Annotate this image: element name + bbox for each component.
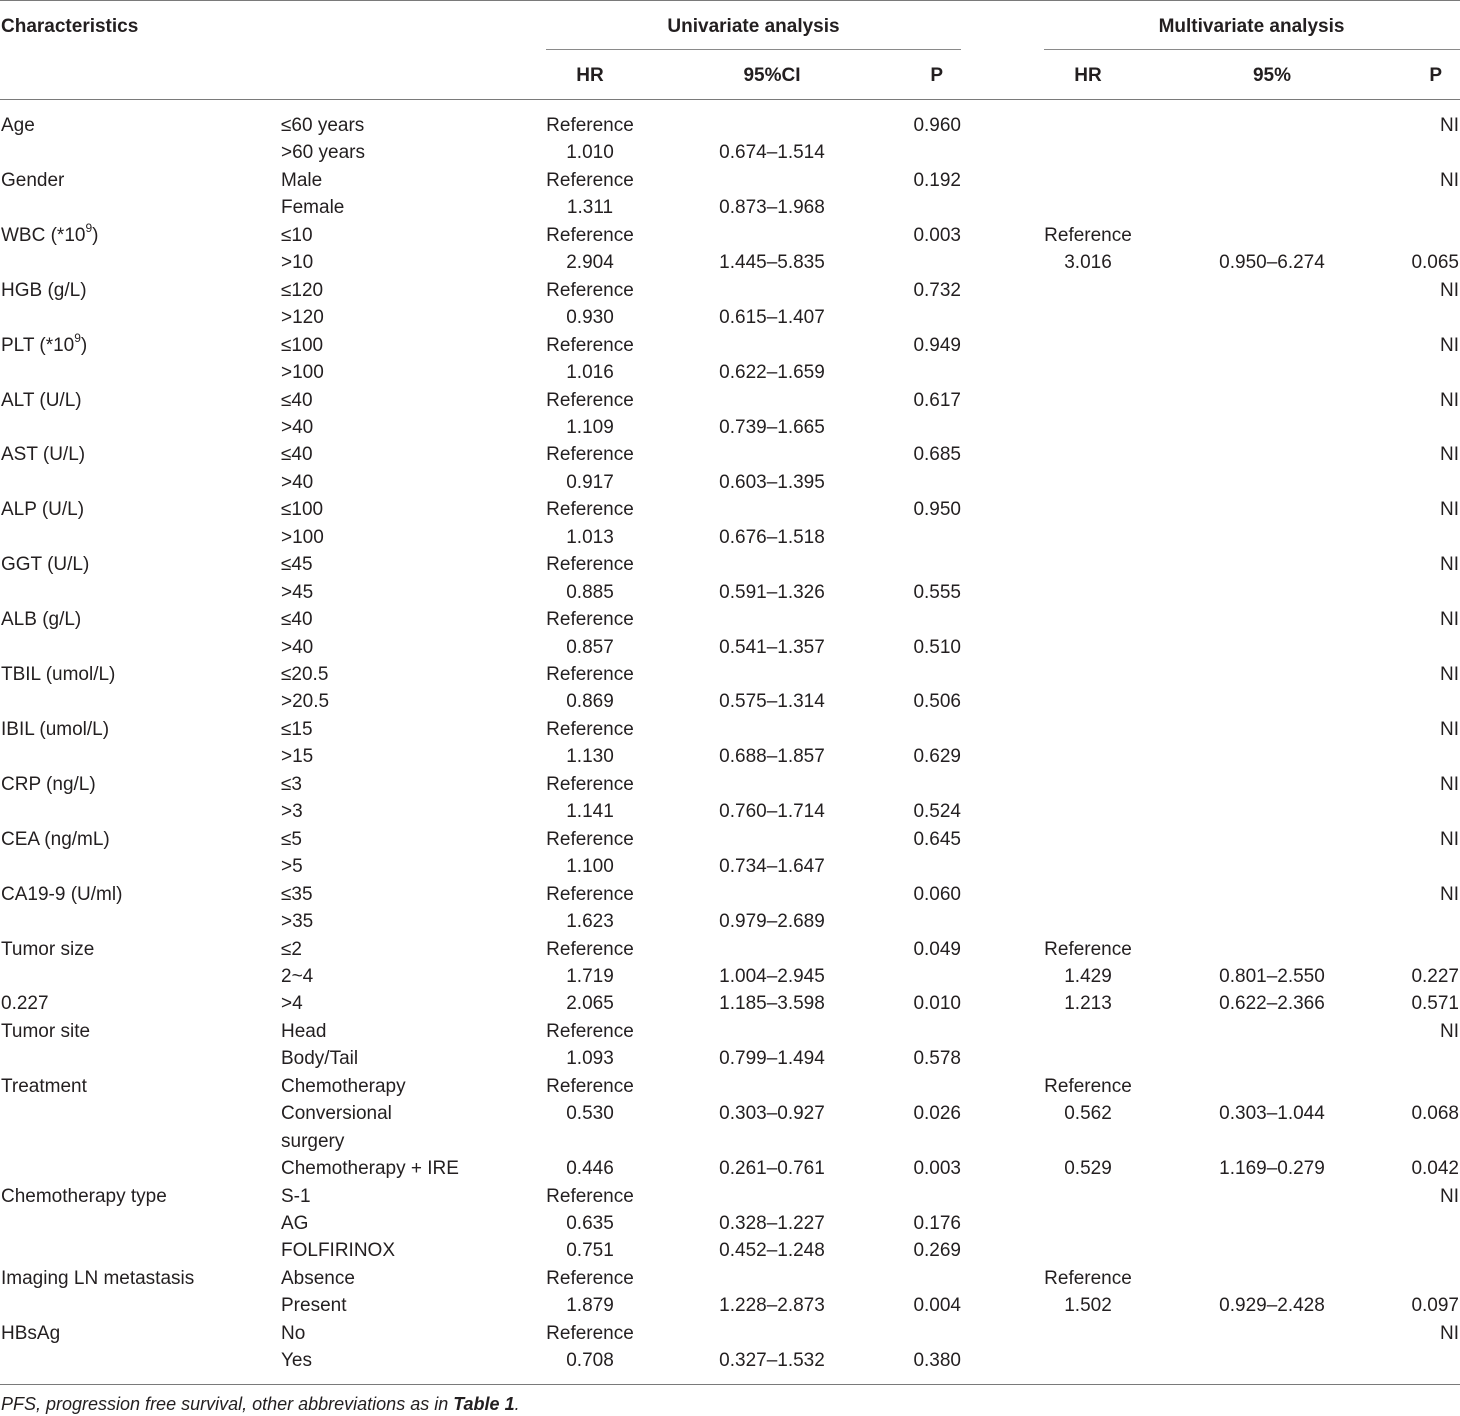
row-uni-ci: 0.261–0.761 — [719, 1158, 825, 1180]
row-uni-p: 0.960 — [913, 115, 961, 136]
row-multi-ci: 0.929–2.428 — [1219, 1295, 1325, 1317]
row-uni-hr: 1.100 — [566, 856, 614, 878]
row-multi-p: NI — [1440, 279, 1459, 301]
row-multi-p: 0.068 — [1411, 1103, 1459, 1125]
row-level: >40 — [281, 416, 314, 438]
row-multi-p: NI — [1440, 169, 1459, 191]
row-characteristic: Imaging LN metastasis — [1, 1267, 195, 1289]
row-multi-hr: Reference — [1044, 1267, 1132, 1289]
row-level: >100 — [281, 362, 324, 384]
row-multi-p: NI — [1440, 773, 1459, 795]
row-characteristic: Age — [1, 115, 35, 136]
header-multivariate: Multivariate analysis — [1158, 16, 1345, 37]
row-uni-hr: 1.141 — [566, 801, 614, 823]
row-characteristic: Tumor site — [1, 1020, 91, 1042]
row-uni-p: 0.380 — [913, 1350, 961, 1372]
row-characteristic: HBsAg — [1, 1322, 61, 1344]
table-row — [0, 688, 1460, 716]
row-characteristic: Tumor size — [1, 938, 95, 960]
row-level: Male — [281, 169, 323, 191]
row-multi-p: 0.571 — [1411, 993, 1459, 1015]
row-level: No — [281, 1322, 306, 1344]
row-multi-p: NI — [1440, 883, 1459, 905]
row-uni-ci: 0.739–1.665 — [719, 416, 825, 438]
row-level: ≤100 — [281, 499, 324, 521]
row-uni-p: 0.629 — [913, 746, 961, 768]
characteristic-suffix: ) — [80, 334, 88, 356]
row-characteristic: IBIL (umol/L) — [1, 718, 110, 740]
row-uni-hr: 1.311 — [566, 197, 614, 219]
row-level: >40 — [281, 471, 314, 493]
row-level: ≤20.5 — [281, 664, 329, 685]
row-uni-p: 0.555 — [913, 581, 961, 603]
row-multi-hr: Reference — [1044, 938, 1132, 960]
table-row — [0, 167, 1460, 195]
row-level: S-1 — [281, 1185, 311, 1207]
row-characteristic: HGB (g/L) — [1, 279, 87, 301]
row-multi-p: NI — [1440, 554, 1459, 576]
row-uni-ci: 1.185–3.598 — [719, 993, 825, 1015]
row-uni-hr: 1.093 — [566, 1048, 614, 1070]
row-level: Chemotherapy — [281, 1075, 406, 1097]
table-row — [0, 1292, 1460, 1320]
row-level: Female — [281, 197, 345, 219]
row-level: >15 — [281, 746, 314, 768]
row-level: ≤40 — [281, 444, 313, 466]
row-level: 2~4 — [281, 965, 314, 987]
row-uni-ci: 1.228–2.873 — [719, 1295, 825, 1317]
characteristic-suffix: ) — [92, 224, 99, 246]
row-uni-hr: 0.869 — [566, 691, 614, 713]
row-characteristic: ALB (g/L) — [1, 609, 82, 631]
row-level: Yes — [281, 1350, 312, 1372]
row-uni-hr: 0.885 — [566, 581, 614, 603]
row-characteristic: CEA (ng/mL) — [1, 828, 110, 850]
row-multi-ci: 0.303–1.044 — [1219, 1103, 1325, 1125]
header-characteristics: Characteristics — [1, 16, 139, 37]
row-level: ≤60 years — [281, 115, 365, 136]
row-uni-ci: 0.760–1.714 — [719, 801, 825, 823]
table-row — [0, 1100, 1460, 1128]
table-row — [0, 908, 1460, 936]
table-row — [0, 716, 1460, 744]
row-characteristic: ALT (U/L) — [1, 389, 82, 411]
header-uni-p: P — [930, 65, 943, 86]
row-level: AG — [281, 1213, 309, 1234]
row-multi-p: 0.065 — [1411, 252, 1459, 274]
row-uni-ci: 0.328–1.227 — [719, 1213, 825, 1234]
row-multi-p: NI — [1440, 1020, 1459, 1042]
table-row — [0, 798, 1460, 826]
table-row — [0, 222, 1460, 250]
table-row — [0, 304, 1460, 332]
table-row — [0, 441, 1460, 469]
row-uni-hr: Reference — [546, 279, 634, 301]
row-multi-hr: 3.016 — [1064, 252, 1112, 274]
table-row — [0, 1320, 1460, 1348]
table-row — [0, 1128, 1460, 1156]
footnote-table-ref: Table 1 — [453, 1394, 515, 1414]
row-level: >10 — [281, 252, 314, 274]
row-uni-hr: Reference — [546, 1322, 634, 1344]
row-characteristic: CA19-9 (U/ml) — [1, 883, 123, 905]
row-uni-hr: 0.635 — [566, 1213, 614, 1234]
row-multi-p: NI — [1440, 499, 1459, 521]
table-row — [0, 1045, 1460, 1073]
row-uni-p: 0.950 — [913, 499, 961, 521]
row-uni-hr: Reference — [546, 938, 634, 960]
row-uni-ci: 0.734–1.647 — [719, 856, 825, 878]
row-multi-hr: Reference — [1044, 224, 1132, 246]
row-uni-p: 0.049 — [913, 938, 961, 960]
row-multi-hr: 1.502 — [1064, 1295, 1112, 1317]
row-level: >40 — [281, 636, 314, 658]
row-uni-hr: 1.719 — [566, 965, 614, 987]
row-level: FOLFIRINOX — [281, 1240, 396, 1262]
table-row — [0, 1018, 1460, 1046]
row-multi-p: NI — [1440, 389, 1459, 411]
row-characteristic — [1, 222, 98, 250]
header-multi-hr: HR — [1074, 65, 1102, 86]
row-uni-ci: 0.688–1.857 — [719, 746, 825, 768]
table-row — [0, 661, 1460, 689]
row-multi-ci: 0.622–2.366 — [1219, 993, 1325, 1015]
table-row — [0, 1265, 1460, 1293]
row-uni-hr: 0.708 — [566, 1350, 614, 1372]
row-uni-p: 0.004 — [913, 1295, 961, 1317]
row-level: >20.5 — [281, 691, 330, 713]
row-uni-p: 0.524 — [913, 801, 961, 823]
table-row — [0, 606, 1460, 634]
row-multi-p: 0.042 — [1411, 1158, 1459, 1180]
footnote-text: PFS, progression free survival, other abbreviations as in — [1, 1394, 454, 1414]
table-row — [0, 1073, 1460, 1101]
row-level: Body/Tail — [281, 1048, 359, 1070]
row-uni-hr: Reference — [546, 334, 634, 356]
row-uni-hr: Reference — [546, 609, 634, 631]
row-characteristic: Chemotherapy type — [1, 1185, 167, 1207]
row-level: ≤2 — [281, 938, 302, 960]
row-characteristic — [1, 332, 87, 360]
row-uni-p: 0.510 — [913, 636, 961, 658]
table-row — [0, 853, 1460, 881]
table-row — [0, 936, 1460, 964]
row-uni-ci: 1.445–5.835 — [719, 252, 825, 274]
row-level: ≤3 — [281, 773, 302, 795]
row-multi-p: NI — [1440, 828, 1459, 850]
row-uni-ci: 0.674–1.514 — [719, 142, 825, 164]
table-row — [0, 579, 1460, 607]
row-uni-hr: Reference — [546, 115, 634, 136]
row-multi-hr: 1.213 — [1064, 993, 1112, 1015]
table-row — [0, 551, 1460, 579]
row-uni-ci: 0.873–1.968 — [719, 197, 825, 219]
row-level: >45 — [281, 581, 314, 603]
row-uni-ci: 0.303–0.927 — [719, 1103, 825, 1125]
row-characteristic: 0.227 — [1, 993, 49, 1015]
header-multi-p: P — [1429, 65, 1442, 86]
row-multi-hr: 1.429 — [1064, 965, 1112, 987]
header-univariate: Univariate analysis — [667, 16, 840, 37]
row-uni-hr: Reference — [546, 444, 634, 466]
row-level: ≤40 — [281, 389, 313, 411]
row-multi-hr: Reference — [1044, 1075, 1132, 1097]
row-multi-p: 0.097 — [1411, 1295, 1459, 1317]
characteristic-text: WBC (*10 — [1, 224, 86, 246]
row-uni-hr: 2.065 — [566, 993, 614, 1015]
row-uni-hr: 1.010 — [566, 142, 614, 164]
row-uni-hr: 1.013 — [566, 526, 614, 548]
row-multi-ci: 0.950–6.274 — [1219, 252, 1325, 274]
row-uni-p: 0.192 — [913, 169, 961, 191]
row-uni-hr: Reference — [546, 389, 634, 411]
row-level: ≤5 — [281, 828, 302, 850]
table-row — [0, 963, 1460, 991]
row-level: Chemotherapy + IRE — [281, 1158, 459, 1180]
row-characteristic: TBIL (umol/L) — [1, 664, 116, 685]
row-level: ≤120 — [281, 279, 324, 301]
row-uni-hr: Reference — [546, 554, 634, 576]
row-uni-ci: 0.452–1.248 — [719, 1240, 825, 1262]
header-uni-hr: HR — [576, 65, 604, 86]
row-uni-hr: Reference — [546, 1020, 634, 1042]
table-row — [0, 1183, 1460, 1211]
row-uni-hr: 2.904 — [566, 252, 614, 274]
table-row — [0, 1237, 1460, 1265]
row-uni-hr: 1.623 — [566, 911, 614, 933]
row-uni-ci: 0.676–1.518 — [719, 526, 825, 548]
table-row — [0, 249, 1460, 277]
table-row — [0, 634, 1460, 662]
row-multi-p: NI — [1440, 115, 1459, 136]
table-row — [0, 277, 1460, 305]
row-uni-ci: 0.541–1.357 — [719, 636, 825, 658]
row-uni-p: 0.617 — [913, 389, 961, 411]
row-uni-hr: 1.109 — [566, 416, 614, 438]
row-uni-p: 0.003 — [913, 224, 961, 246]
table-row — [0, 1210, 1460, 1238]
row-uni-ci: 0.603–1.395 — [719, 471, 825, 493]
row-uni-p: 0.506 — [913, 691, 961, 713]
row-uni-hr: Reference — [546, 224, 634, 246]
table-row — [0, 194, 1460, 222]
row-uni-hr: Reference — [546, 1075, 634, 1097]
row-level: ≤35 — [281, 883, 313, 905]
characteristic-text: PLT (*10 — [1, 334, 75, 356]
row-multi-hr: 0.529 — [1064, 1158, 1112, 1180]
row-uni-hr: Reference — [546, 664, 634, 685]
table-row — [0, 1347, 1460, 1375]
row-level: Present — [281, 1295, 347, 1317]
row-uni-ci: 0.615–1.407 — [719, 307, 825, 329]
table-row — [0, 771, 1460, 799]
row-uni-p: 0.732 — [913, 279, 961, 301]
row-uni-hr: 0.857 — [566, 636, 614, 658]
row-uni-hr: Reference — [546, 169, 634, 191]
row-uni-hr: Reference — [546, 499, 634, 521]
table-row — [0, 139, 1460, 167]
table-row — [0, 496, 1460, 524]
table-bottom-rule — [0, 1384, 1460, 1385]
row-characteristic: CRP (ng/L) — [1, 773, 96, 795]
table-row — [0, 1155, 1460, 1183]
table-row — [0, 387, 1460, 415]
row-uni-hr: Reference — [546, 718, 634, 740]
table-row — [0, 743, 1460, 771]
row-uni-hr: 1.130 — [566, 746, 614, 768]
row-multi-hr: 0.562 — [1064, 1103, 1112, 1125]
row-uni-p: 0.003 — [913, 1158, 961, 1180]
row-uni-hr: Reference — [546, 773, 634, 795]
row-uni-hr: 0.917 — [566, 471, 614, 493]
row-uni-ci: 0.575–1.314 — [719, 691, 825, 713]
table-footnote — [1, 1394, 520, 1415]
row-level: Head — [281, 1020, 327, 1042]
row-multi-p: 0.227 — [1411, 965, 1459, 987]
table-row — [0, 881, 1460, 909]
row-multi-p: NI — [1440, 664, 1459, 685]
row-uni-ci: 0.979–2.689 — [719, 911, 825, 933]
row-characteristic: GGT (U/L) — [1, 554, 90, 576]
row-multi-p: NI — [1440, 444, 1459, 466]
row-uni-hr: Reference — [546, 1185, 634, 1207]
row-multi-p: NI — [1440, 718, 1459, 740]
row-uni-hr: 1.016 — [566, 362, 614, 384]
row-uni-hr: 0.930 — [566, 307, 614, 329]
row-uni-p: 0.578 — [913, 1048, 961, 1070]
table-row — [0, 332, 1460, 360]
row-uni-hr: Reference — [546, 883, 634, 905]
row-uni-ci: 0.591–1.326 — [719, 581, 825, 603]
row-multi-p: NI — [1440, 609, 1459, 631]
row-level: >120 — [281, 307, 324, 329]
row-uni-hr: 1.879 — [566, 1295, 614, 1317]
row-uni-p: 0.949 — [913, 334, 961, 356]
row-characteristic: AST (U/L) — [1, 444, 86, 466]
row-level: >4 — [281, 993, 303, 1015]
row-level: Conversional — [281, 1103, 392, 1125]
row-level: surgery — [281, 1130, 345, 1152]
header-uni-ci: 95%CI — [743, 65, 801, 86]
row-level: ≤15 — [281, 718, 313, 740]
row-uni-hr: 0.530 — [566, 1103, 614, 1125]
row-characteristic: ALP (U/L) — [1, 499, 85, 521]
row-level: ≤40 — [281, 609, 313, 631]
row-uni-hr: Reference — [546, 828, 634, 850]
row-multi-ci: 1.169–0.279 — [1219, 1158, 1325, 1180]
row-uni-p: 0.269 — [913, 1240, 961, 1262]
row-uni-ci: 0.622–1.659 — [719, 362, 825, 384]
table-row — [0, 112, 1460, 140]
table-row — [0, 469, 1460, 497]
row-characteristic: Gender — [1, 169, 65, 191]
row-uni-p: 0.645 — [913, 828, 961, 850]
row-multi-p: NI — [1440, 334, 1459, 356]
table-row — [0, 414, 1460, 442]
table-row — [0, 524, 1460, 552]
characteristic-superscript: 9 — [85, 221, 93, 236]
row-uni-p: 0.010 — [913, 993, 961, 1015]
row-level: ≤100 — [281, 334, 324, 356]
row-multi-p: NI — [1440, 1185, 1459, 1207]
row-uni-ci: 1.004–2.945 — [719, 965, 825, 987]
table-row — [0, 990, 1460, 1018]
row-uni-ci: 0.799–1.494 — [719, 1048, 825, 1070]
row-uni-hr: 0.751 — [566, 1240, 614, 1262]
row-level: >3 — [281, 801, 303, 823]
row-level: >35 — [281, 911, 314, 933]
row-uni-p: 0.176 — [913, 1213, 961, 1234]
row-level: >5 — [281, 856, 303, 878]
table-row — [0, 826, 1460, 854]
row-uni-p: 0.060 — [913, 883, 961, 905]
row-multi-p: NI — [1440, 1322, 1459, 1344]
row-level: Absence — [281, 1267, 355, 1289]
row-uni-p: 0.026 — [913, 1103, 961, 1125]
row-uni-hr: Reference — [546, 1267, 634, 1289]
footnote-end: . — [514, 1394, 520, 1414]
row-uni-p: 0.685 — [913, 444, 961, 466]
row-uni-hr: 0.446 — [566, 1158, 614, 1180]
row-level: >100 — [281, 526, 324, 548]
row-multi-ci: 0.801–2.550 — [1219, 965, 1325, 987]
table-row — [0, 359, 1460, 387]
row-uni-ci: 0.327–1.532 — [719, 1350, 825, 1372]
characteristic-superscript: 9 — [74, 331, 81, 346]
row-level: >60 years — [281, 142, 365, 164]
row-level: ≤45 — [281, 554, 313, 576]
row-characteristic: Treatment — [1, 1075, 87, 1097]
row-level: ≤10 — [281, 224, 313, 246]
header-multi-ci: 95% — [1252, 65, 1292, 86]
